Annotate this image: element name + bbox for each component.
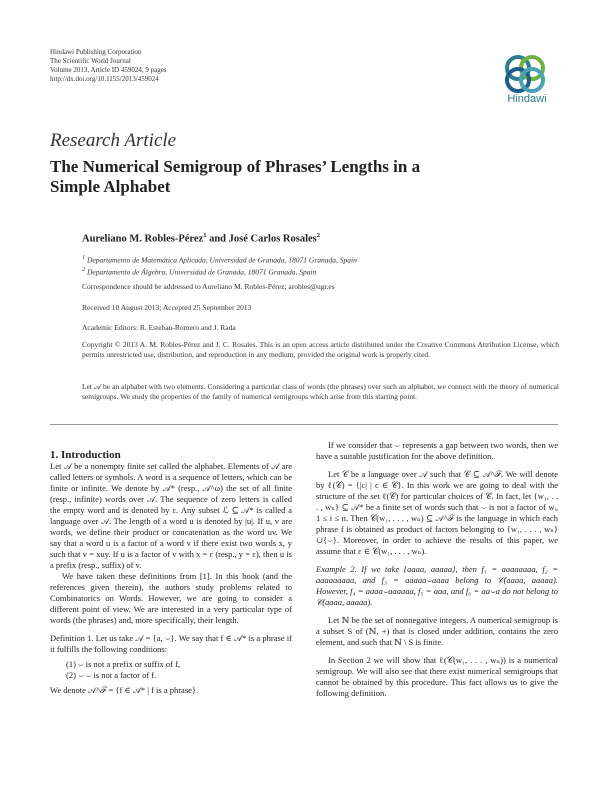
volume-info: Volume 2013, Article ID 459024, 9 pages [50, 66, 167, 74]
affiliation-1: $^1$ Departamento de Matemática Aplicada, Universidad de Granada, 18071 Granada, Spain [82, 254, 357, 265]
list-item: (1) ⌣ is not a prefix or suffix of f, [66, 659, 181, 669]
journal-name: The Scientific World Journal [50, 57, 131, 65]
affiliation-2: $^2$ Departamento de Álgebra, Universidad de Granada, 18071 Granada, Spain [82, 266, 317, 277]
author-2: José Carlos Rosales [228, 233, 317, 245]
paragraph: If we consider that ⌣ represents a gap between two words, then we have a suitable justification for the above definition. [316, 440, 558, 461]
paragraph: Let ℕ be the set of nonnegative integers. A numerical semigroup is a subset S of (ℕ, +) that is closed under addition, contains the zero element, and such that ℕ \ S is finite. [316, 615, 558, 647]
journal-header [50, 48, 167, 84]
article-title: The Numerical Semigroup of Phrases’ Lengths in a Simple Alphabet [50, 157, 421, 196]
dates: Received 10 August 2013; Accepted 25 September 2013 [82, 303, 252, 312]
paragraph: We denote 𝒜^ℱ = {f ∈ 𝒜* | f is a phrase}. [50, 685, 199, 695]
right-column [316, 440, 558, 699]
section-heading: 1. Introduction [50, 449, 121, 461]
list-item: (2) ⌣ ⌣ is not a factor of f. [66, 670, 157, 680]
editors: Academic Editors: R. Esteban-Romero and J. Rada [82, 323, 236, 332]
definition: Definition 1. Let us take 𝒜 = {a, ⌣}. We say that f ∈ 𝒜* is a phrase if it fulfills the following conditions: [50, 633, 292, 654]
author-separator: and [206, 233, 229, 245]
correspondence: Correspondence should be addressed to Aureliano M. Robles-Pérez; arobles@ugr.es [82, 282, 335, 291]
condition-list [66, 659, 292, 681]
example: Example 2. If we take {aaaa, aaaaa}, then f₁ = aaaaaaaa, f₂ = aaaaaaaaa, and f₃ = aaaaa⌣aaaa belong to 𝒞(aaaa, aaaaa). However, f₄ = aaaa⌣aaaaaa, f₅ = aaa, and f₆ = aa⌣a do not belong to 𝒞(aaaa, aaaaa). [316, 564, 558, 607]
author-line [82, 232, 320, 245]
publisher: Hindawi Publishing Corporation [50, 48, 142, 56]
author-1-sup: 1 [203, 232, 207, 239]
author-2-sup: 2 [316, 232, 320, 239]
abstract: Let 𝒜 be an alphabet with two elements. Considering a particular class of words (the phrases) over such an alphabet, we connect with the theory of numerical semigroups. We study the properties of the family of numerical semigroups which arise from this starting point. [82, 382, 559, 401]
paragraph: Let 𝒜 be a nonempty finite set called the alphabet. Elements of 𝒜 are called letters or symbols. A word is a sequence of letters, which can be finite or infinite. We denote by 𝒜* (resp., 𝒜^ω) the set of all finite (resp., infinite) words over 𝒜. The sequence of zero letters is called the empty word and is denoted by ε. Any subset ℒ ⊆ 𝒜* is called a language over 𝒜. The length of a word u is denoted by |u|. If u, v are words, we define their product or concatenation as the word uv. We say that a word u is a factor of a word v if there exist two words x, y such that v = xuy. If u is a factor of v with x = ε (resp., y = ε), then u is a prefix (resp., suffix) of v. [50, 461, 292, 570]
logo-text: Hindawi [507, 93, 547, 105]
copyright-notice: Copyright © 2013 A. M. Robles-Pérez and J. C. Rosales. This is an open access article distributed under the Creative Commons Attribution License, which permits unrestricted use, distribution, and reproduction in any medium, provided the original work is properly cited. [82, 340, 559, 359]
article-type: Research Article [50, 130, 177, 151]
paragraph: In Section 2 we will show that ℓ(𝒞(w₁, . . . , wₙ)) is a numerical semigroup. We will also see that there exist numerical semigroups that cannot be obtained by this procedure. This fact allows us to give the following definition. [316, 655, 558, 698]
paragraph: Let 𝒞 be a language over 𝒜 such that 𝒞 ⊆ 𝒜^ℱ. We will denote by ℓ(𝒞) = {|c| | c ∈ 𝒞}. In this work we are going to deal with the structure of the set ℓ(𝒞) for particular choices of 𝒞. In fact, let {w₁, . . . , wₙ} ⊆ 𝒜* be a finite set of words such that ⌣ is not a factor of wᵢ, 1 ≤ i ≤ n. Then 𝒞(w₁, . . . , wₙ) ⊆ 𝒜^ℱ is the language in which each phrase f is obtained as product of factors belonging to {w₁, . . . , wₙ}∪{⌣}. Moreover, in order to achieve the results of this paper, we assume that ε ∈ 𝒞(w₁, . . . , wₙ). [316, 469, 558, 556]
left-column [50, 450, 292, 696]
paragraph: We have taken these definitions from [1]. In this book (and the references given therein), the authors study problems related to Combinatorics on Words. However, we are going to consider a different point of view. We are interested in a very particular type of words (the phrases) and, more specifically, their length. [50, 571, 292, 625]
divider [50, 424, 558, 425]
doi-link[interactable]: http://dx.doi.org/10.1155/2013/459024 [50, 75, 159, 83]
author-1: Aureliano M. Robles-Pérez [82, 233, 204, 245]
